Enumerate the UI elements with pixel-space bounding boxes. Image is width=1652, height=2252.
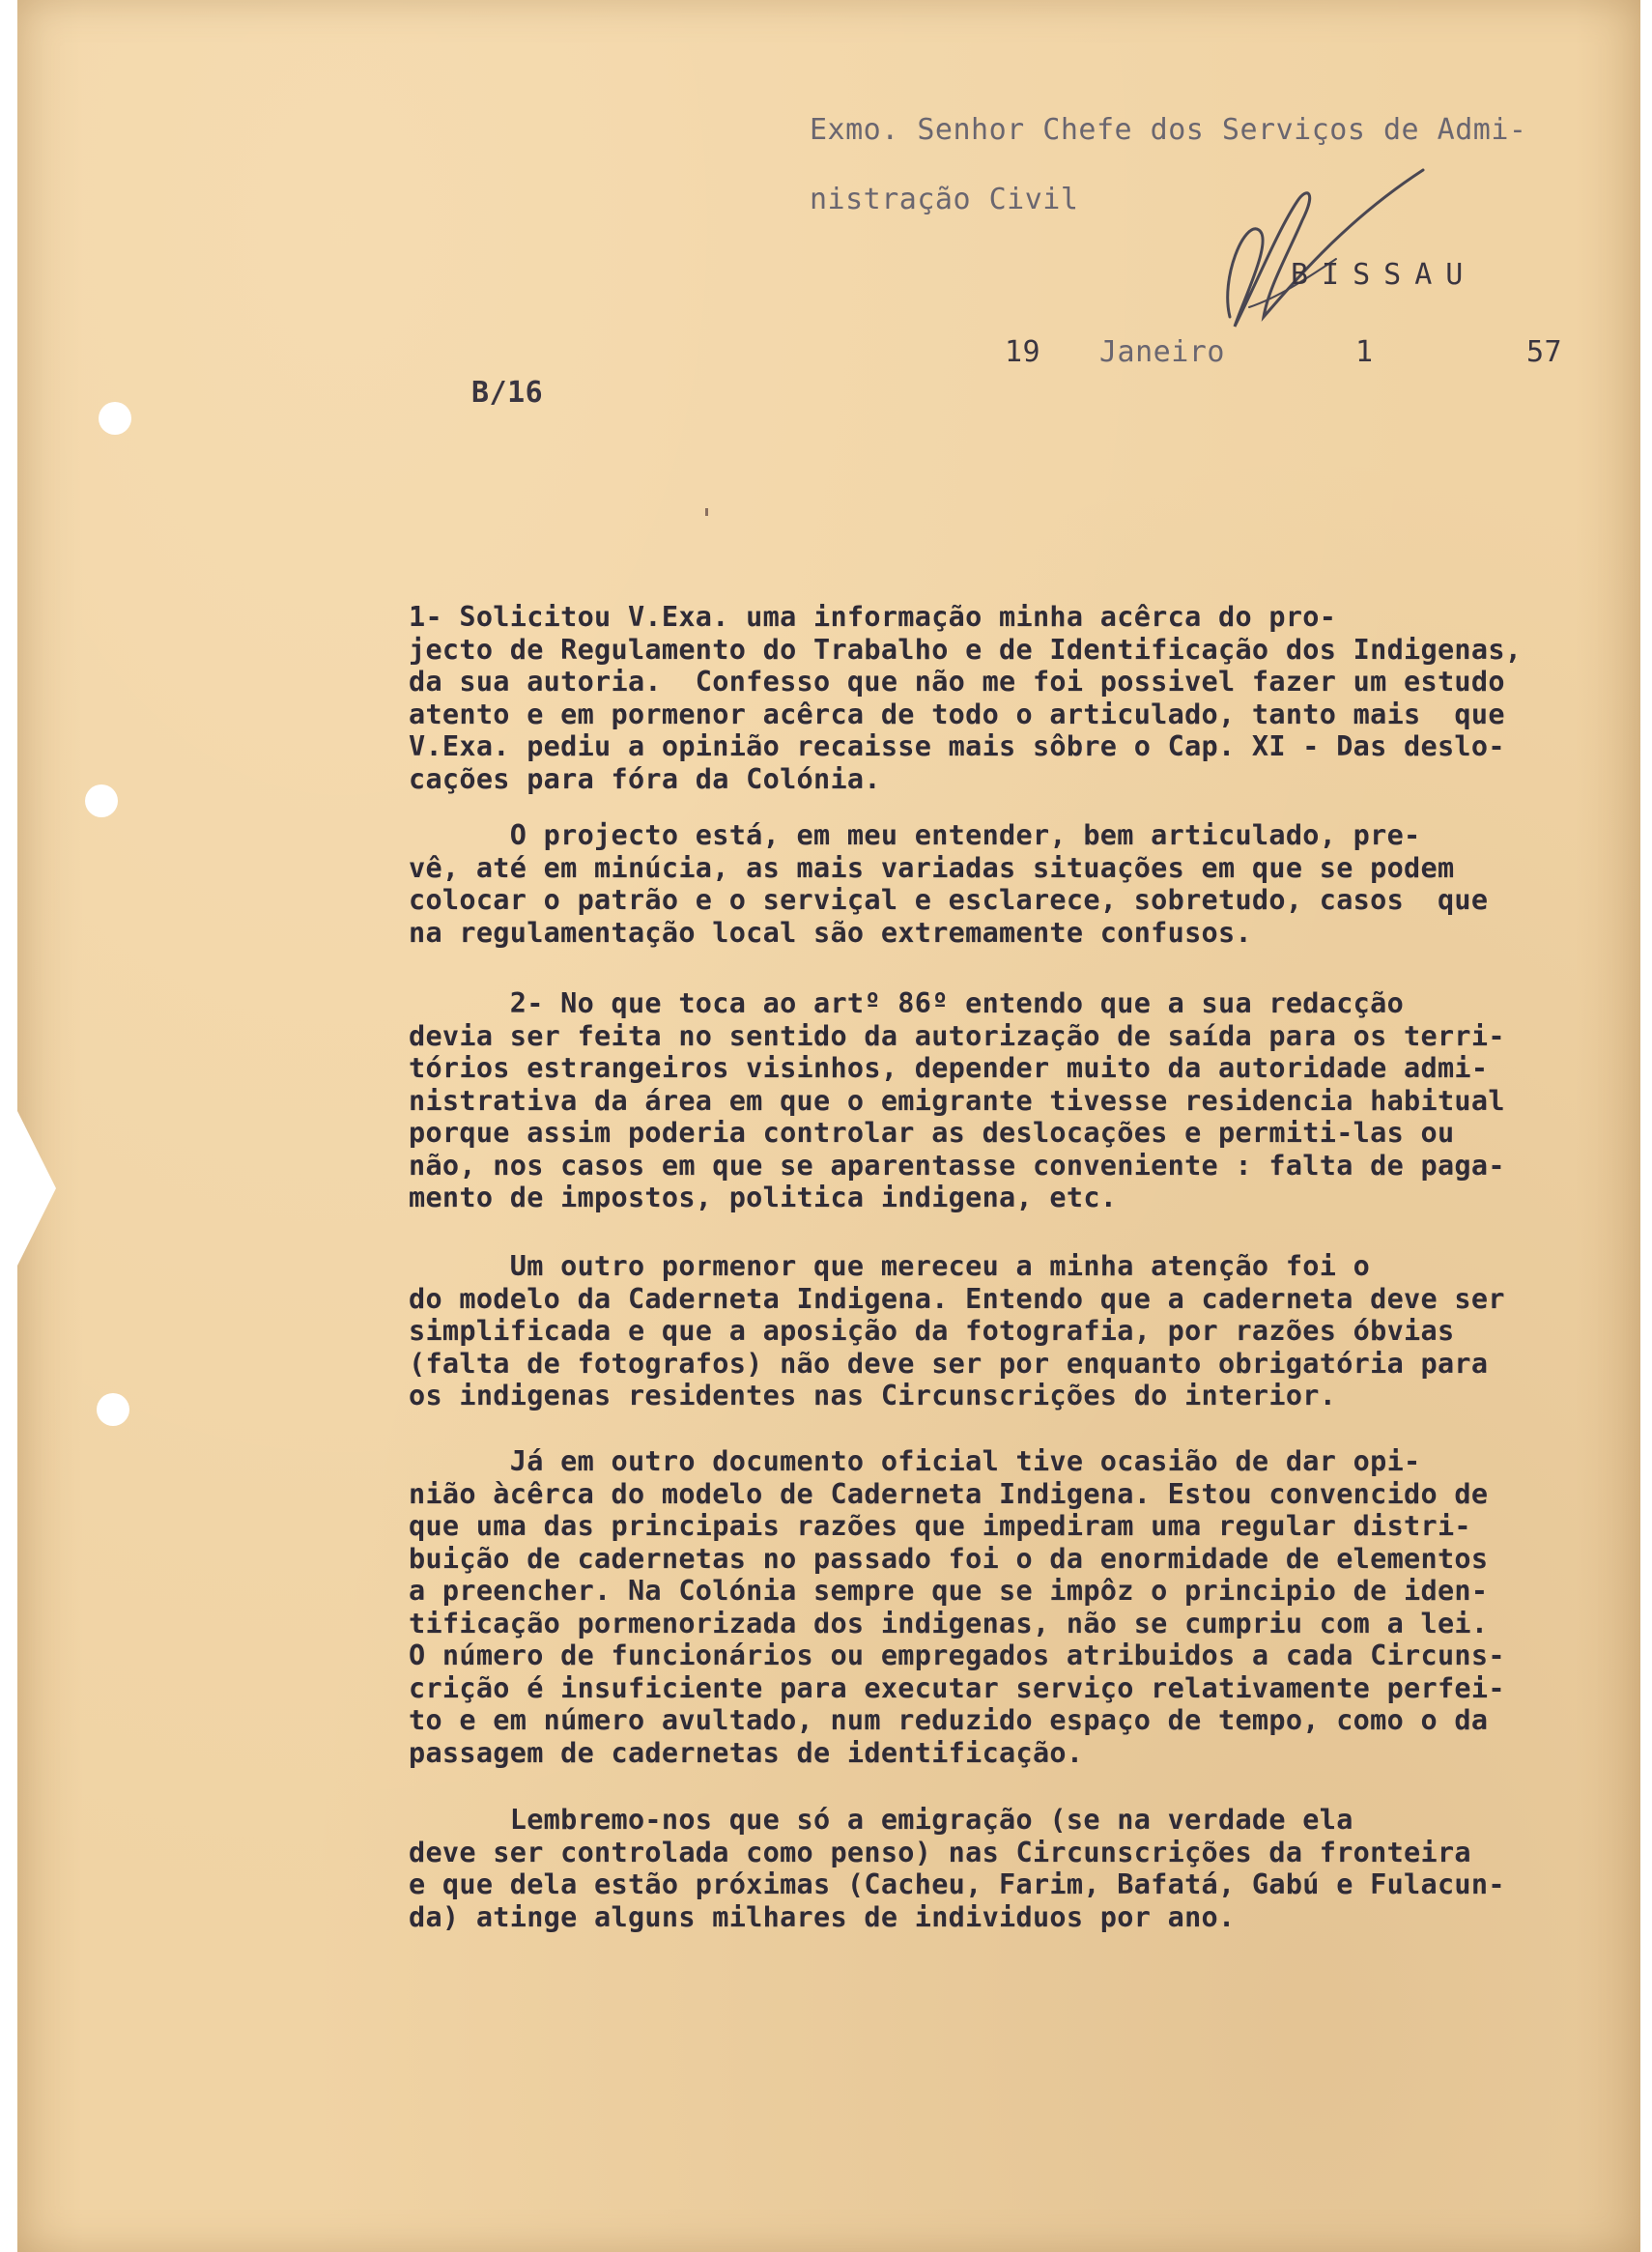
date-month: Janeiro <box>1099 335 1225 369</box>
paragraph-2: O projecto está, em meu entender, bem articulado, pre- vê, até em minúcia, as mais variadas situações em que se podem colocar o patrão e o serviçal e esclarece, sobretudo, casos que na regulamentação local são extremamente confusos. <box>409 819 1489 949</box>
paragraph-4: Um outro pormenor que mereceu a minha atenção foi o do modelo da Caderneta Indigena. Entendo que a caderneta deve ser simplificada e que a aposição da fotografia, por razões óbvias (falta de fotografos) não deve ser por enquanto obrigatória para os indigenas residentes nas Circunscrições do interior. <box>409 1250 1505 1411</box>
punch-hole-bottom <box>97 1393 129 1426</box>
addressee-line-1: Exmo. Senhor Chefe dos Serviços de Admi- <box>810 113 1527 147</box>
addressee-line-2: nistração Civil <box>810 183 1079 216</box>
punch-hole-middle <box>85 784 118 817</box>
paragraph-1: 1- Solicitou V.Exa. uma informação minha acêrca do pro- jecto de Regulamento do Trabalho e de Identificação dos Indigenas, da sua autoria. Confesso que não me foi possivel fazer um estudo atento e em pormenor acêrca de todo o articulado, tanto mais que V.Exa. pediu a opinião recaisse mais sôbre o Cap. XI - Das deslo- cações para fóra da Colónia. <box>409 601 1523 795</box>
handwritten-signature <box>1191 162 1442 336</box>
paragraph-5: Já em outro documento oficial tive ocasião de dar opi- nião àcêrca do modelo de Caderneta Indigena. Estou convencido de que uma das principais razões que impediram uma regular distri- buição de cadernetas no passado foi o da enormidade de elementos a preencher. Na Colónia sempre que se impôz o principio de iden- tificação pormenorizada dos indigenas, não se cumpriu com a lei. O número de funcionários ou empregados atribuidos a cada Circuns- crição é insuficiente para executar serviço relativamente perfei- to e em número avultado, num reduzido espaço de tempo, como o da passagem de cadernetas de identificação. <box>409 1445 1505 1769</box>
date-year: 57 <box>1526 335 1563 369</box>
reference-number: B/16 <box>471 376 544 410</box>
document-page <box>17 0 1640 2252</box>
paragraph-6: Lembremo-nos que só a emigração (se na verdade ela deve ser controlada como penso) nas Circunscrições da fronteira e que dela estão próximas (Cacheu, Farim, Bafatá, Gabú e Fulacun- da) atinge alguns milhares de individuos por ano. <box>409 1804 1505 1933</box>
torn-edge <box>17 1111 56 1266</box>
ink-mark <box>705 508 708 516</box>
date-day: 19 <box>1005 335 1041 369</box>
paragraph-3: 2- No que toca ao artº 86º entendo que a sua redacção devia ser feita no sentido da autorização de saída para os terri- tórios estrangeiros visinhos, depender muito da autoridade admi- nistrativa da área em que o emigrante tivesse residencia habitual porque assim poderia controlar as deslocações e permiti-las ou não, nos casos em que se aparentasse conveniente : falta de paga- mento de impostos, politica indigena, etc. <box>409 987 1505 1213</box>
date-century: 1 <box>1355 335 1374 369</box>
city-name: BISSAU <box>1291 258 1477 292</box>
punch-hole-top <box>99 402 131 435</box>
